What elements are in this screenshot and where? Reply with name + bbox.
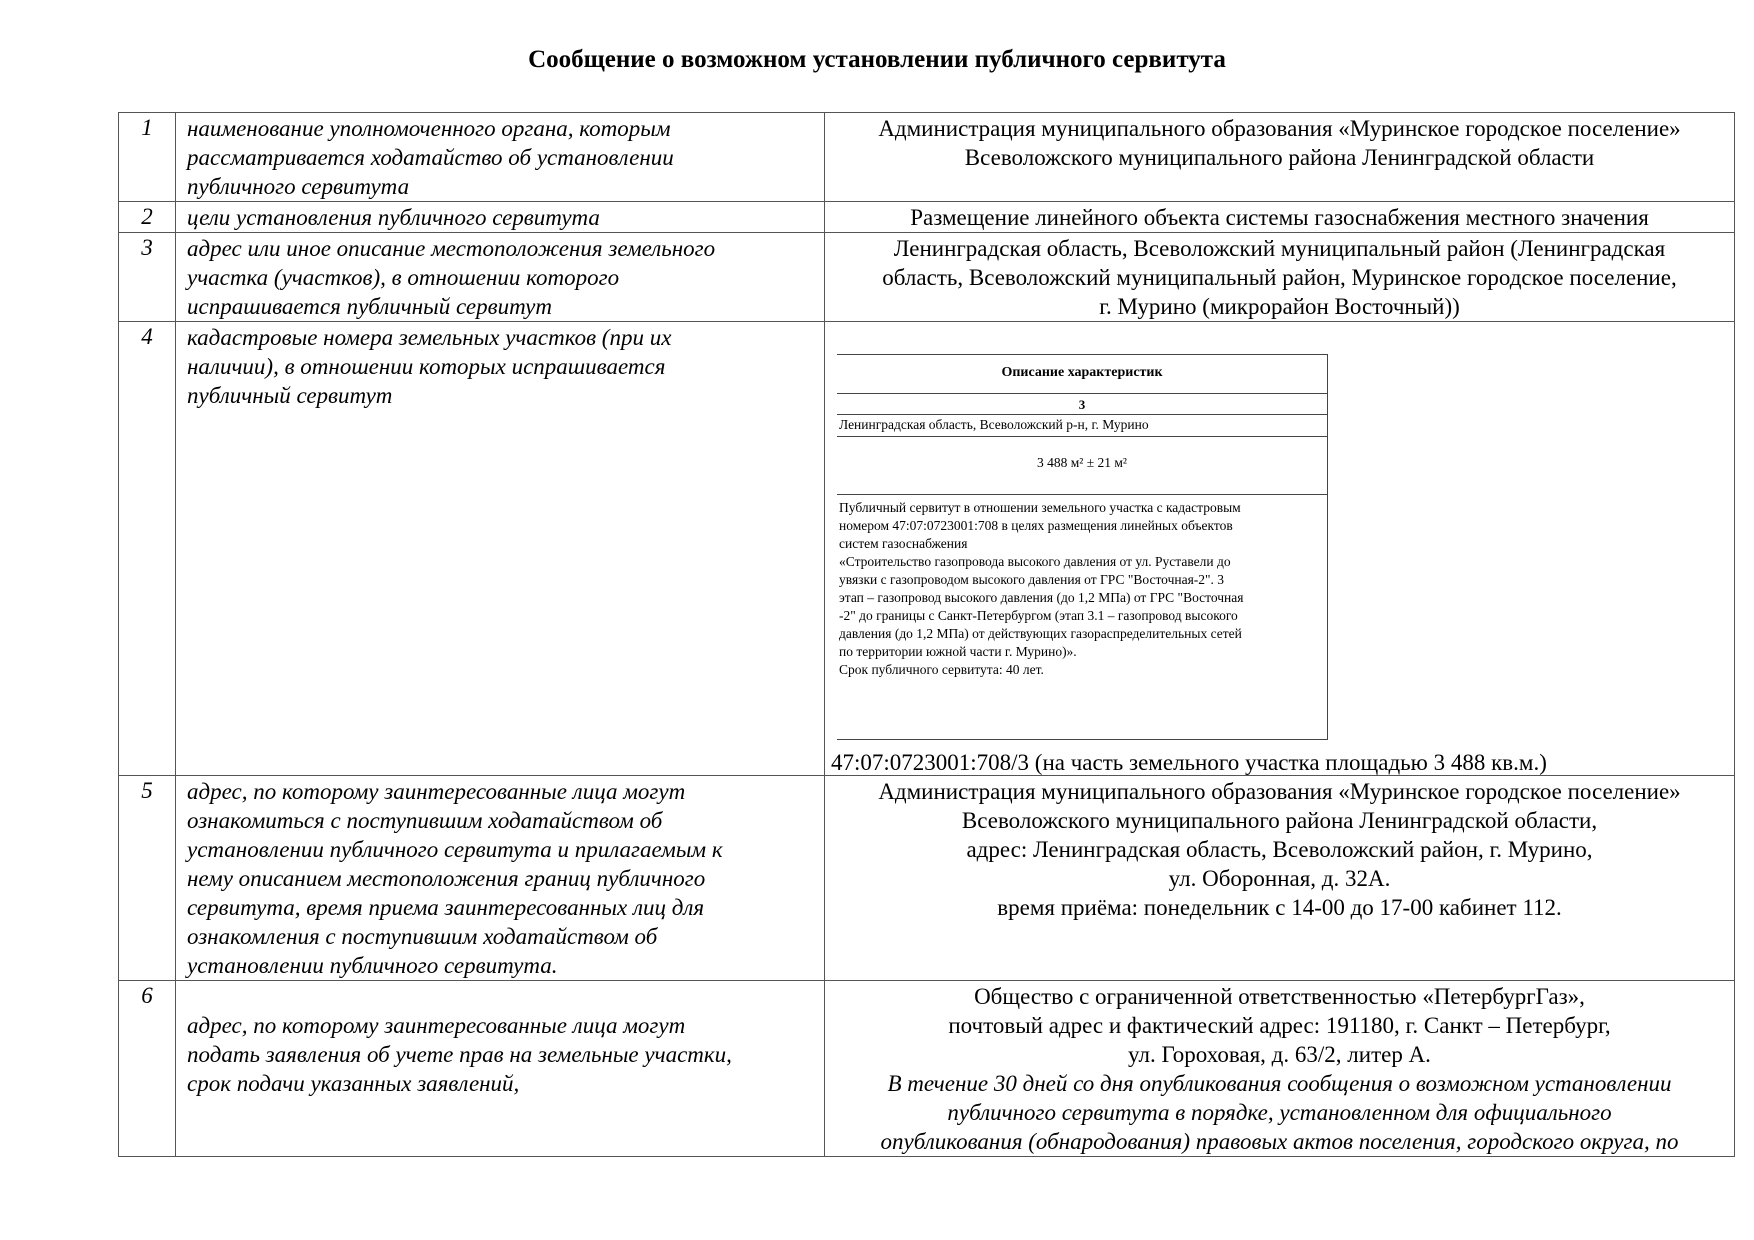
excerpt-location: Ленинградская область, Всеволожский р-н, г. Мурино <box>839 417 1149 432</box>
row-label: кадастровые номера земельных участков (при их наличии), в отношении которых испрашивается публичный сервитут <box>176 322 825 776</box>
row-label: адрес или иное описание местоположения земельного участка (участков), в отношении которого испрашивается публичный сервитут <box>176 233 825 322</box>
servitude-info-table <box>118 112 1735 1157</box>
excerpt-heading: Описание характеристик <box>1001 365 1163 380</box>
table-row <box>119 981 1735 1157</box>
row-number: 5 <box>119 776 176 981</box>
excerpt-description: Публичный сервитут в отношении земельного участка с кадастровым номером 47:07:0723001:708 в целях размещения линейных объектов систем газоснабжения «Строительство газопровода высокого давления от ул. Руставели до увязки с газопроводом высокого давления от ГРС "Восточная-2". 3 этап – газопровод высокого давления (до 1,2 МПа) от ГРС "Восточная -2" до границы с Санкт-Петербургом (этап 3.1 – газопровод высокого давления (до 1,2 МПа) от действующих газораспределительных сетей по территории южной части г. Мурино)». Срок публичного сервитута: 40 лет. <box>839 500 1244 677</box>
row-number: 3 <box>119 233 176 322</box>
row-label: наименование уполномоченного органа, которым рассматривается ходатайство об установлении публичного сервитута <box>176 113 825 202</box>
table-row <box>119 202 1735 233</box>
row-number: 4 <box>119 322 176 776</box>
table-row <box>119 322 1735 776</box>
divider <box>837 354 1327 355</box>
row-label: адрес, по которому заинтересованные лица могут подать заявления об учете прав на земельные участки, срок подачи указанных заявлений, <box>176 981 825 1157</box>
divider <box>837 436 1327 437</box>
row-value: Размещение линейного объекта системы газоснабжения местного значения <box>825 202 1735 233</box>
row-value: Администрация муниципального образования «Муринское городское поселение» Всеволожского муниципального района Ленинградской области, адрес: Ленинградская область, Всеволожский район, г. Мурино, ул. Оборонная, д. 32А. время приёма: понедельник с 14-00 до 17-00 кабинет 112. <box>825 776 1735 981</box>
row-number: 2 <box>119 202 176 233</box>
row-number: 1 <box>119 113 176 202</box>
row-value <box>825 322 1735 776</box>
table-row <box>119 776 1735 981</box>
row-number: 6 <box>119 981 176 1157</box>
row-value: Общество с ограниченной ответственностью «ПетербургГаз», почтовый адрес и фактический адрес: 191180, г. Санкт – Петербург, ул. Гороховая, д. 63/2, литер А. В течение 30 дней со дня опубликования сообщения о возможном установлении публичного сервитута в порядке, установленном для официального опубликования (обнародования) правовых актов поселения, городского округа, по <box>825 981 1735 1157</box>
excerpt-area: 3 488 м² ± 21 м² <box>1037 455 1127 470</box>
egrn-excerpt-image <box>837 354 1328 740</box>
table-row <box>119 233 1735 322</box>
row-value: Ленинградская область, Всеволожский муниципальный район (Ленинградская область, Всеволожский муниципальный район, Муринское городское поселение, г. Мурино (микрорайон Восточный)) <box>825 233 1735 322</box>
divider <box>837 393 1327 394</box>
row-label: цели установления публичного сервитута <box>176 202 825 233</box>
divider <box>837 494 1327 495</box>
cadastral-number: 47:07:0723001:708/3 (на часть земельного участка площадью 3 488 кв.м.) <box>831 750 1547 775</box>
row-value: Администрация муниципального образования «Муринское городское поселение» Всеволожского муниципального района Ленинградской области <box>825 113 1735 202</box>
divider <box>837 414 1327 415</box>
page-title: Сообщение о возможном установлении публичного сервитута <box>528 46 1226 73</box>
table-row <box>119 113 1735 202</box>
row-label: адрес, по которому заинтересованные лица могут ознакомиться с поступившим ходатайством об установлении публичного сервитута и прилагаемым к нему описанием местоположения границ публичного сервитута, время приема заинтересованных лиц для ознакомления с поступившим ходатайством об установлении публичного сервитута. <box>176 776 825 981</box>
excerpt-column-number: 3 <box>1078 397 1086 412</box>
